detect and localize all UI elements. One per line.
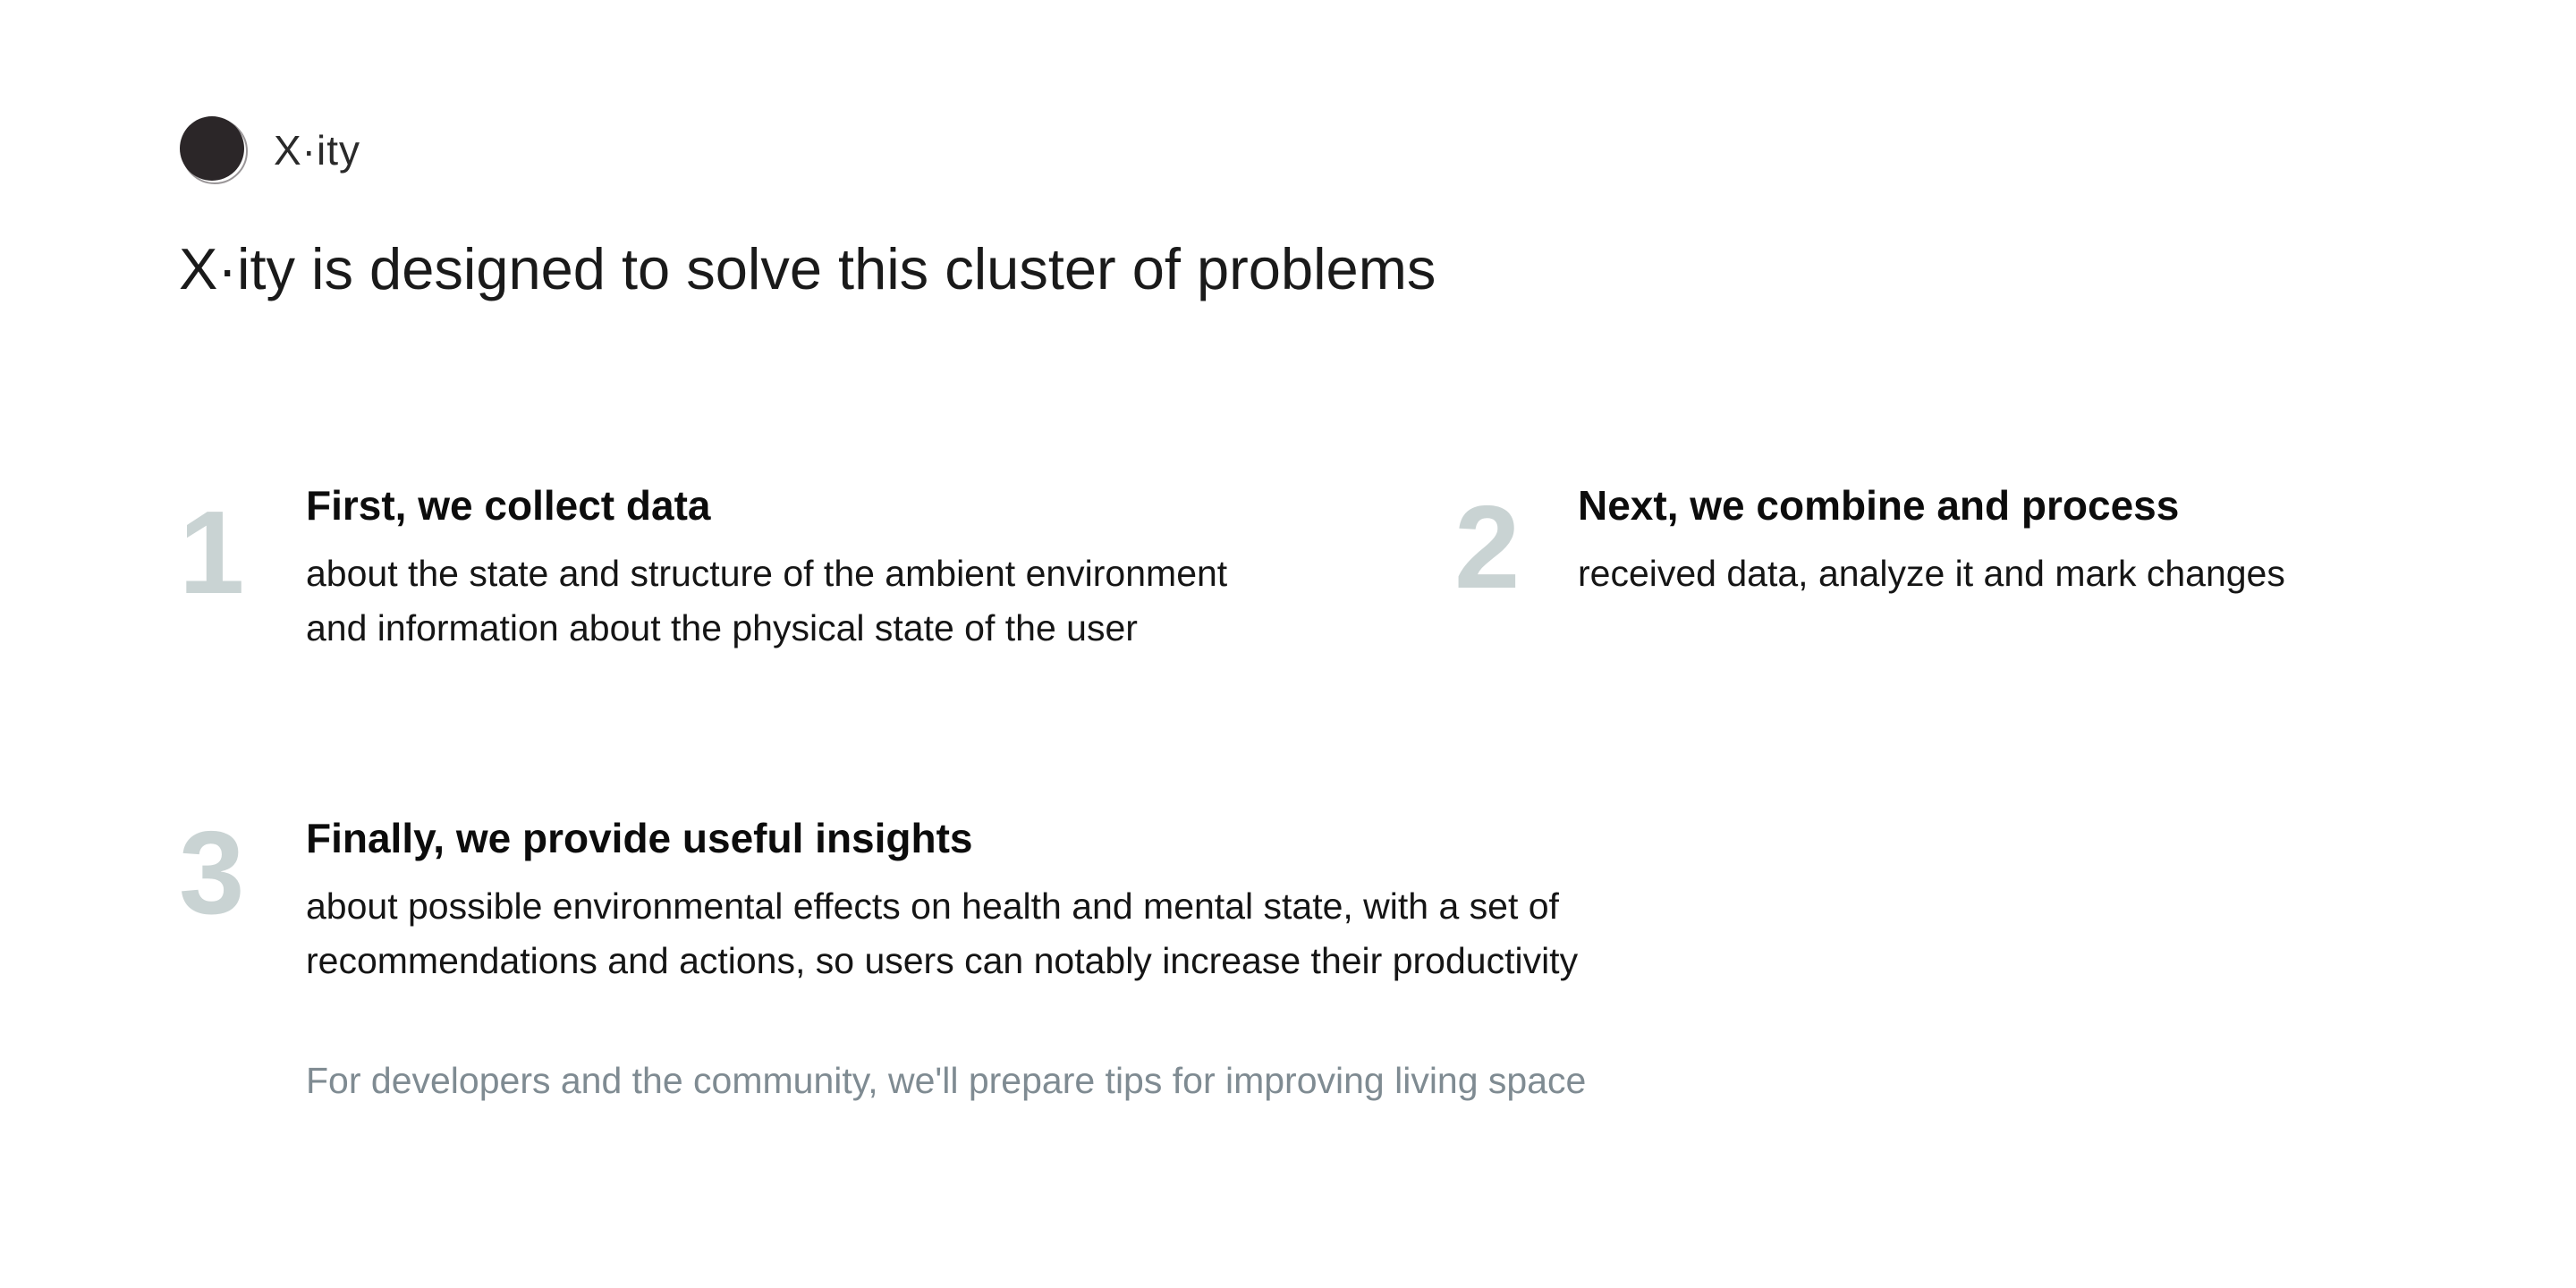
logo [179,114,360,186]
step-number: 3 [179,807,245,938]
footer-note: For developers and the community, we'll prepare tips for improving living space [306,1060,1587,1101]
step-description-line: recommendations and actions, so users can notably increase their productivity [306,940,1579,982]
step-body [306,481,1227,656]
step-heading: First, we collect data [306,482,711,529]
step-description-line: about possible environmental effects on health and mental state, with a set of [306,886,1559,928]
step-description-line: received data, analyze it and mark changes [1578,553,2285,595]
brand-name: X·ity [274,127,360,174]
step-number: 2 [1454,481,1521,613]
page-title: X·ity is designed to solve this cluster of problems [179,236,1436,301]
step-heading: Next, we combine and process [1578,482,2180,529]
step-description [1578,547,2285,601]
logo-circle-icon [179,114,249,186]
step-description [306,547,1227,656]
step-heading: Finally, we provide useful insights [306,815,973,861]
step-description [306,879,1578,988]
step-description-line: about the state and structure of the ambient environment [306,553,1228,595]
step-number: 1 [179,487,245,618]
step-description-line: and information about the physical state of the user [306,607,1138,649]
step-body [1578,481,2285,601]
step-body [306,814,1578,988]
